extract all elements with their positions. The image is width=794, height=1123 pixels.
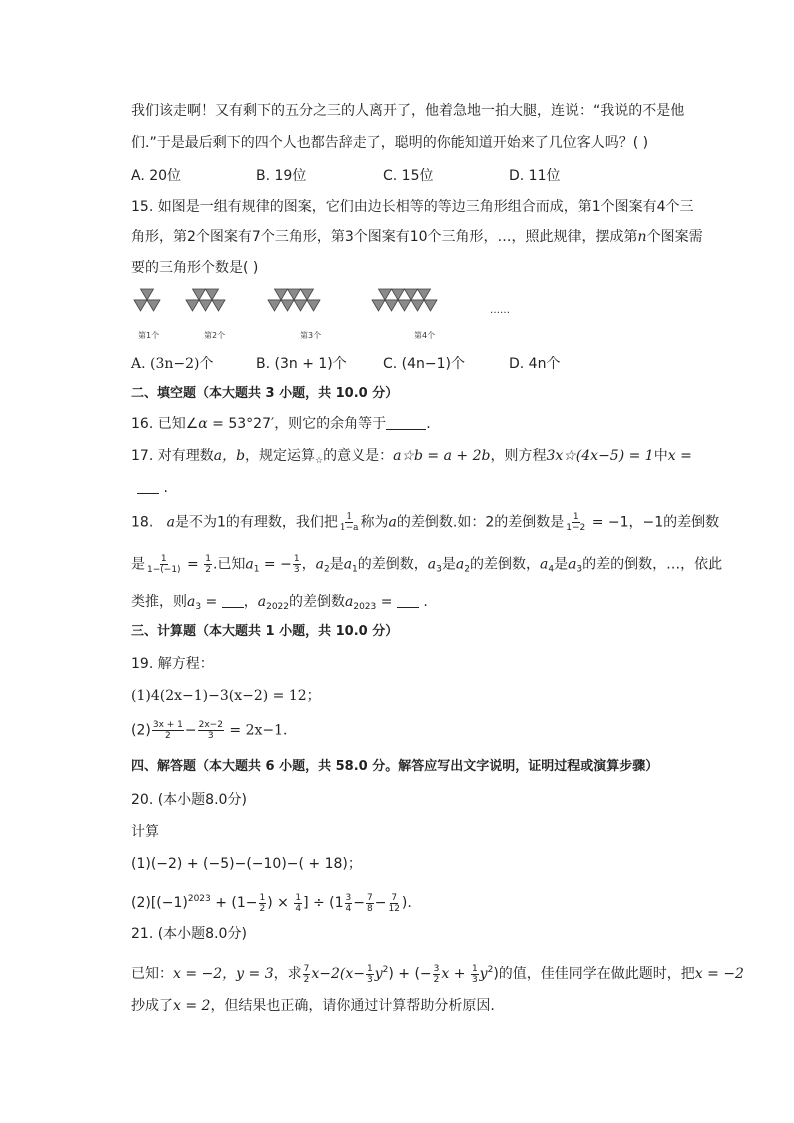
pattern-3-down-triangle [307, 300, 320, 311]
figure-label-4: 第4个 [414, 331, 436, 340]
section-2-heading: 二、填空题（本大题共 3 小题，共 10.0 分） [131, 386, 399, 401]
q20-label: 计算 [131, 824, 159, 840]
q14-option-a[interactable]: A. 20位 [131, 168, 182, 184]
q17-answer-blank[interactable] [137, 479, 159, 494]
pattern-4-up-triangle [405, 289, 418, 300]
q19-eq2: (2) $\frac{3x + 1}{2}$ − $\frac{2x-2}{3}$ = 2x−1. [131, 720, 288, 741]
pattern-4-up-triangle [392, 289, 405, 300]
pattern-2-down-triangle [212, 300, 225, 311]
pattern-2-down-triangle [186, 300, 199, 311]
pattern-4-down-triangle [411, 300, 424, 311]
figure-label-3: 第3个 [300, 331, 322, 340]
pattern-3-down-triangle [268, 300, 281, 311]
q21-line1: 已知：x = −2，y = 3，求 $\frac{7}{2}$ x−2(x− $\frac{1}{3}$ $y^2$) + (− $\frac{3}{2}$ x + $\frac{1}{3}$ $y^2$)的值，佳佳同学在做此题时，把x = −2 [131, 963, 744, 985]
pattern-2-down-triangle [199, 300, 212, 311]
q14-line1: 我们该走啊！又有剩下的五分之三的人离开了，他着急地一拍大腿，连说：“我说的不是他 [131, 103, 685, 119]
pattern-2-up-triangle [193, 289, 206, 300]
q17-line2: . [137, 478, 168, 498]
pattern-3-up-triangle [275, 289, 288, 300]
q17-line1: 17. 对有理数a，b，规定运算$_☆$的意义是：a☆b = a + 2b，则方程3x☆(4x−5) = 1中x = [131, 448, 692, 466]
q15-option-d[interactable]: D. 4n个 [509, 356, 561, 372]
pattern-4-down-triangle [424, 300, 437, 311]
q20-eq1: (1)(−2) + (−5)−(−10)−( + 18)； [131, 856, 362, 872]
q14-option-c[interactable]: C. 15位 [383, 168, 434, 184]
pattern-4-up-triangle [418, 289, 431, 300]
pattern-4-down-triangle [372, 300, 385, 311]
q15-line2: 角形，第2个图案有7个三角形，第3个图案有10个三角形，…，照此规律，摆成第n个图案需 [131, 229, 703, 245]
q15-line1: 15. 如图是一组有规律的图案，它们由边长相等的等边三角形组合而成，第1个图案有4个三 [131, 199, 694, 215]
pattern-3-down-triangle [294, 300, 307, 311]
figure-ellipsis: …… [490, 305, 510, 316]
figure-label-2: 第2个 [204, 331, 226, 340]
pattern-1-up-triangle [141, 289, 154, 300]
pattern-3-up-triangle [288, 289, 301, 300]
pattern-1-down-triangle [134, 300, 147, 311]
figure-label-1: 第1个 [138, 331, 160, 340]
q14-option-d[interactable]: D. 11位 [509, 168, 561, 184]
pattern-1-down-triangle [147, 300, 160, 311]
q18-answer-blank-1[interactable] [222, 593, 244, 608]
pattern-3-up-triangle [301, 289, 314, 300]
pattern-4-up-triangle [379, 289, 392, 300]
q18-line3: 类推，则$a_3$ = ，$a_{2022}$的差倒数$a_{2023}$ = . [131, 594, 428, 612]
q20-title: 20. (本小题8.0分) [131, 792, 247, 808]
q21-line2: 抄成了x = 2，但结果也正确，请你通过计算帮助分析原因. [131, 998, 495, 1014]
q21-title: 21. (本小题8.0分) [131, 926, 247, 942]
pattern-3-down-triangle [281, 300, 294, 311]
q14-option-b[interactable]: B. 19位 [256, 168, 307, 184]
q16-answer-blank[interactable] [386, 415, 426, 430]
pattern-4-down-triangle [398, 300, 411, 311]
q14-line2: 们.”于是最后剩下的四个人也都告辞走了，聪明的你能知道开始来了几位客人吗？( ) [131, 135, 649, 151]
q19-title: 19. 解方程： [131, 656, 214, 672]
q20-eq2: $(2)[(-1)^{2023} + (1-$ $\frac{1}{2}$ ) × $\frac{1}{4}$ ] ÷ (1 $\frac{3}{4}$ − $\frac{7}{8}$ − $\frac{7}{12}$ ). [131, 892, 412, 914]
q18-answer-blank-2[interactable] [397, 593, 419, 608]
q19-eq1: (1)4(2x−1)−3(x−2) = 12； [131, 688, 321, 704]
q15-line3: 要的三角形个数是( ) [131, 260, 259, 276]
pattern-2-up-triangle [206, 289, 219, 300]
triangle-pattern-figure [128, 283, 518, 345]
q15-option-a[interactable]: A. (3n−2)个 [131, 356, 214, 372]
section-4-heading: 四、解答题（本大题共 6 小题，共 58.0 分。解答应写出文字说明，证明过程或演算步骤） [131, 759, 659, 774]
triangle-pattern-svg [128, 283, 518, 345]
q16: 16. 已知∠α = 53°27′，则它的余角等于 . [131, 416, 431, 432]
pattern-4-down-triangle [385, 300, 398, 311]
q15-option-c[interactable]: C. (4n−1)个 [383, 356, 466, 372]
q15-option-b[interactable]: B. (3n + 1)个 [256, 356, 347, 372]
section-3-heading: 三、计算题（本大题共 1 小题，共 10.0 分） [131, 624, 399, 639]
q18-line2: 是 $\frac{1}{1-(-1)}$ = $\frac{1}{2}$ .已知$a_1$ = − $\frac{1}{3}$ ，$a_2$是$a_1$的差倒数，$a_3$是$a_2$的差倒数，$a_4$是$a_3$的差的倒数，…，依此 [131, 554, 723, 575]
q18-line1: 18. a是不为1的有理数，我们把 $\frac{1}{1-a}$ 称为a的差倒数.如：2的差倒数是 $\frac{1}{1-2}$ = −1，−1的差倒数 [131, 512, 720, 533]
